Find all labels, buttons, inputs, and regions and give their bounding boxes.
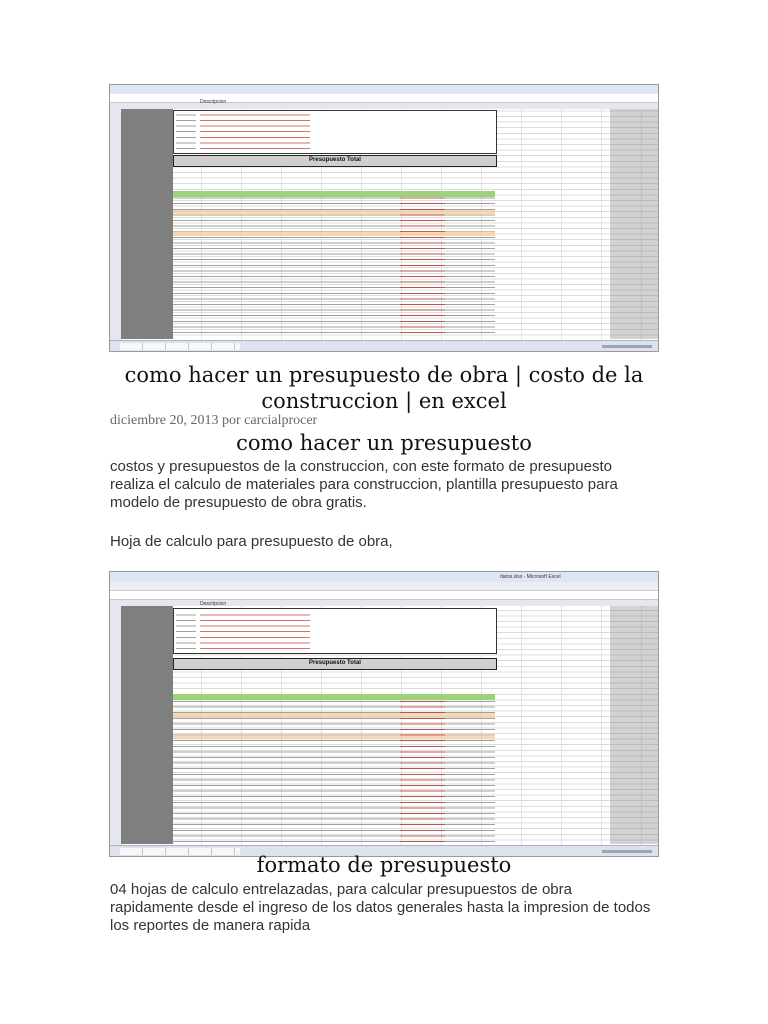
project-info-labels — [176, 113, 196, 149]
project-info-values — [200, 113, 310, 149]
zoom-slider[interactable] — [602, 345, 652, 348]
post-date: diciembre 20, 2013 — [110, 413, 219, 428]
left-index-area — [121, 109, 173, 339]
screenshot-caption: Hoja de calculo para presupuesto de obra, — [110, 533, 393, 550]
highlight-row-a — [173, 713, 495, 718]
desc-column-label: Descripcion — [200, 601, 227, 607]
post-author[interactable]: carcialprocer — [244, 413, 318, 428]
window-title: datos.xlsx - Microsoft Excel — [500, 574, 561, 580]
amount-column — [400, 197, 445, 333]
spreadsheet-screenshot-2 — [109, 571, 659, 857]
section-heading-1: como hacer un presupuesto — [236, 431, 532, 455]
post-title: como hacer un presupuesto de obra | costo de la construccion | en excel — [124, 363, 644, 413]
formula-bar — [110, 94, 658, 103]
status-bar — [110, 340, 658, 351]
highlight-row-a — [173, 210, 495, 215]
spreadsheet-screenshot-1 — [109, 84, 659, 352]
budget-title: Presupuesto Total — [173, 658, 497, 670]
budget-title: Presupuesto Total — [173, 155, 497, 167]
section-heading-2: formato de presupuesto — [256, 853, 512, 877]
amount-column — [400, 700, 445, 842]
line-items — [173, 197, 495, 333]
left-index-area — [121, 606, 173, 844]
section-paragraph-1: costos y presupuestos de la construccion, con este formato de presupuesto realiza el calculo de materiales para construccion, plantilla presupuesto para modelo de presupuesto de obra gratis. — [110, 458, 618, 511]
sheet-tabs[interactable] — [120, 343, 240, 350]
right-area — [610, 606, 658, 844]
section-paragraph-2: 04 hojas de calculo entrelazadas, para calcular presupuestos de obra rapidamente desde el ingreso de los datos generales hasta la impresion de todos los reportes de manera rapida — [110, 881, 651, 934]
post-by: por — [221, 413, 241, 428]
desc-column-label: Descripcion — [200, 99, 227, 105]
project-info-values — [200, 611, 310, 649]
project-info-labels — [176, 611, 196, 649]
highlight-row-b — [173, 231, 495, 236]
right-area — [610, 109, 658, 339]
post-meta — [110, 413, 658, 429]
ribbon-tabs — [110, 582, 658, 591]
line-items — [173, 700, 495, 842]
highlight-row-b — [173, 734, 495, 739]
formula-bar — [110, 591, 658, 600]
